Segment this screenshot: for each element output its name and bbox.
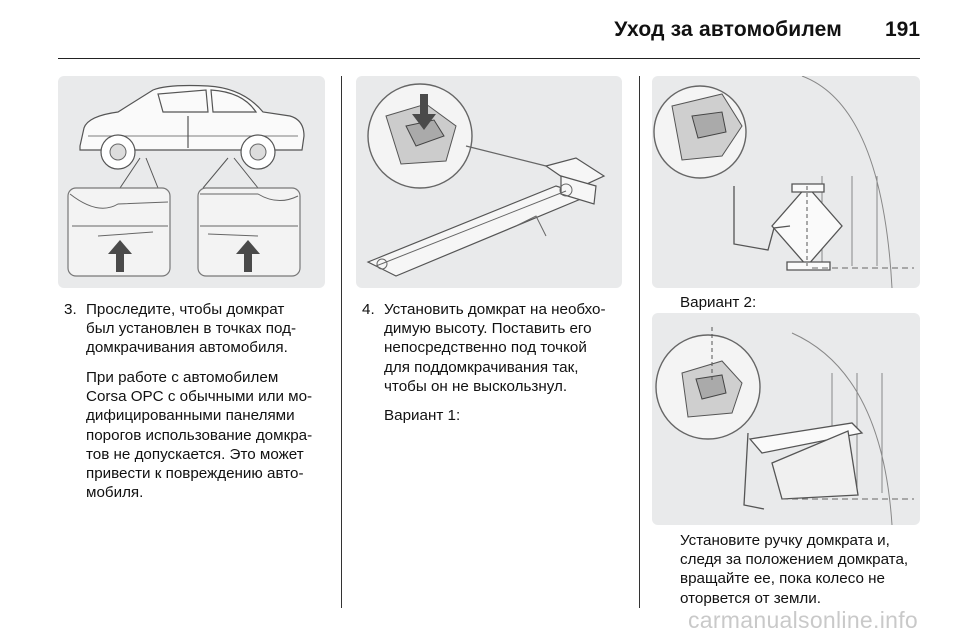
step-3-number: 3. xyxy=(64,301,77,318)
figure-car-jacking-points xyxy=(58,76,325,288)
jack-illustration xyxy=(356,76,622,288)
step-4-text: Установить домкрат на необхо- димую высоту. Поставить его непосредственно под точкой для поддомкрачивания так, чтобы он не выскользнул. xyxy=(384,301,606,395)
header-divider xyxy=(58,58,920,59)
crank-instruction-text: Установите ручку домкрата и, следя за положением домкрата, вращайте ее, пока колесо не оторвется от земли. xyxy=(680,532,909,607)
figure-variant2-position xyxy=(652,313,920,525)
column-divider-1 xyxy=(341,76,342,608)
car-illustration xyxy=(58,76,325,288)
figure-variant1-position xyxy=(652,76,920,288)
step-4-number: 4. xyxy=(362,301,375,318)
variant2-illustration xyxy=(652,313,920,525)
column-divider-2 xyxy=(639,76,640,608)
page-title: Уход за автомобилем xyxy=(614,18,842,41)
variant-1-label: Вариант 1: xyxy=(384,407,461,424)
variant-2-label: Вариант 2: xyxy=(680,294,757,311)
page-number: 191 xyxy=(884,18,920,41)
watermark-text: carmanualsonline.info xyxy=(687,607,918,633)
step-3-text: Проследите, чтобы домкрат был установлен в точках под- домкрачивания автомобиля. xyxy=(86,301,297,357)
variant1-illustration xyxy=(652,76,920,288)
figure-jack-variant1 xyxy=(356,76,622,288)
opc-warning-text: При работе с автомобилем Corsa OPC с обычными или мо- дифицированными панелями порогов использование домкра- тов не допускается. Это может привести к повреждению авто- мобиля. xyxy=(86,369,313,502)
